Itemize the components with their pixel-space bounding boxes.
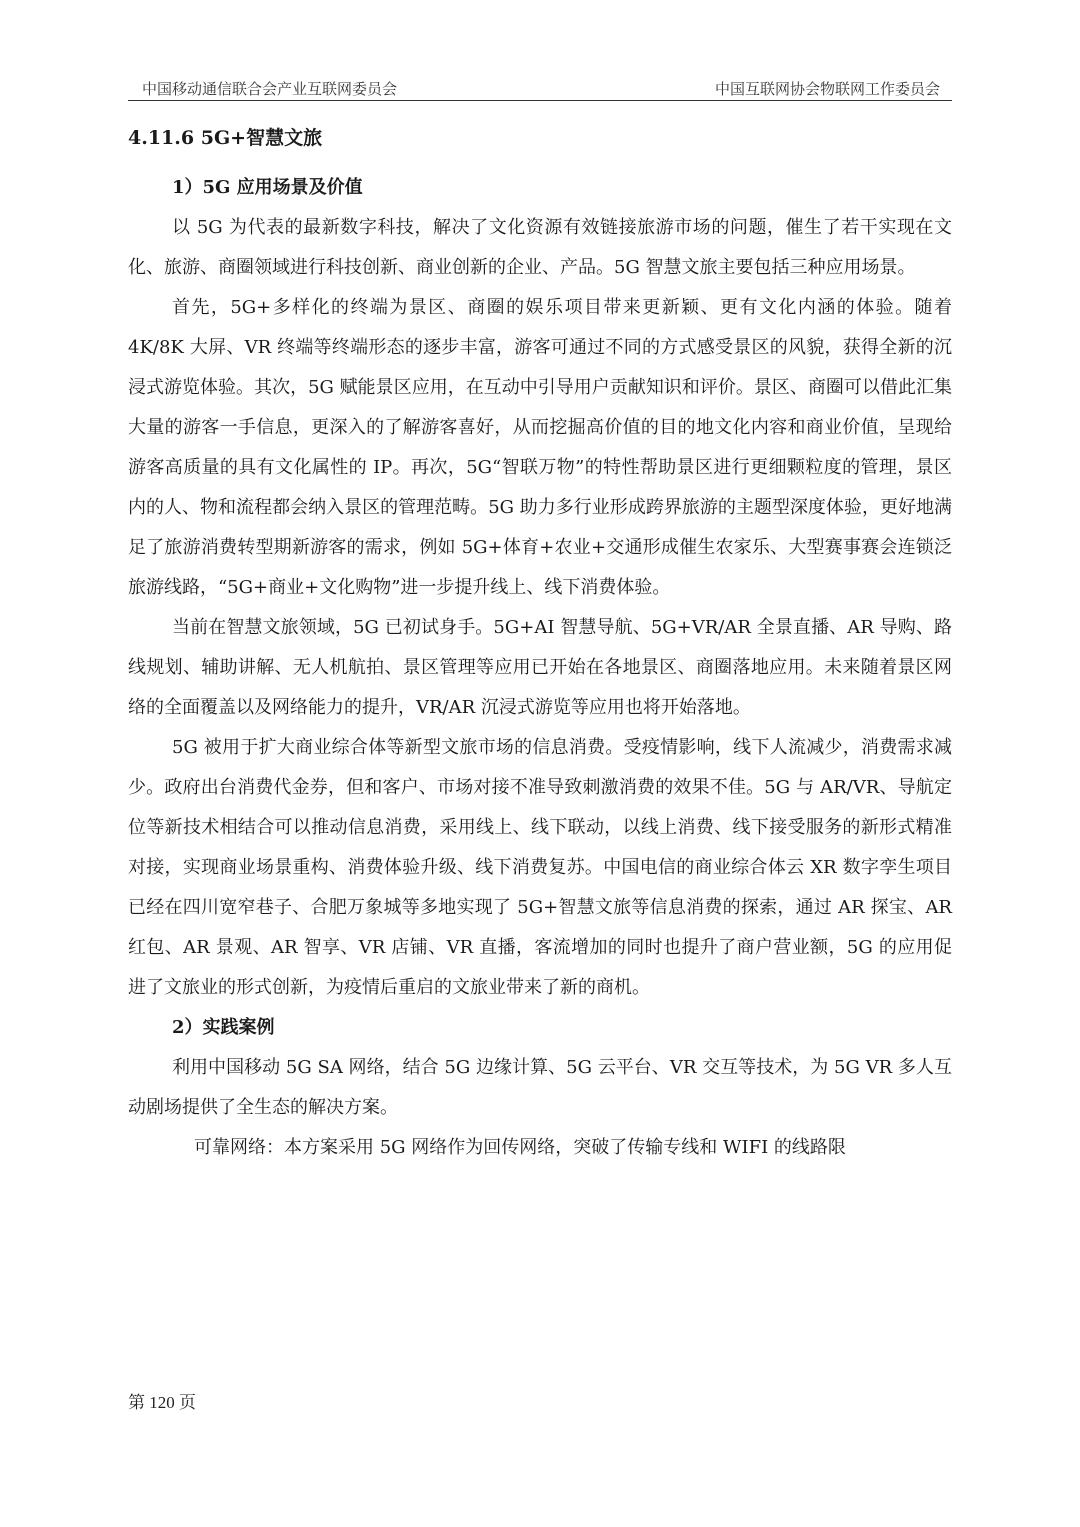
page-number: 第 120 页 bbox=[128, 1393, 196, 1412]
paragraph: 5G 被用于扩大商业综合体等新型文旅市场的信息消费。受疫情影响，线下人流减少，消费需求减少。政府出台消费代金券，但和客户、市场对接不准导致刺激消费的效果不佳。5G 与 AR/VR、导航定位等新技术相结合可以推动信息消费，采用线上、线下联动，以线上消费、线下接受服务的新形式精准对接，实现商业场景重构、消费体验升级、线下消费复苏。中国电信的商业综合体云 XR 数字孪生项目已经在四川宽窄巷子、合肥万象城等多地实现了 5G+智慧文旅等信息消费的探索，通过 AR 探宝、AR 红包、AR 景观、AR 智享、VR 店铺、VR 直播，客流增加的同时也提升了商户营业额，5G 的应用促进了文旅业的形式创新，为疫情后重启的文旅业带来了新的商机。 bbox=[128, 737, 952, 998]
paragraph: 以 5G 为代表的最新数字科技，解决了文化资源有效链接旅游市场的问题，催生了若干实现在文化、旅游、商圈领域进行科技创新、商业创新的企业、产品。5G 智慧文旅主要包括三种应用场景。 bbox=[128, 217, 952, 278]
paragraph: 利用中国移动 5G SA 网络，结合 5G 边缘计算、5G 云平台、VR 交互等技术，为 5G VR 多人互动剧场提供了全生态的解决方案。 bbox=[128, 1057, 952, 1118]
header-left-org: 中国移动通信联合会产业互联网委员会 bbox=[142, 82, 398, 98]
section-title: 4.11.6 5G+智慧文旅 bbox=[128, 127, 323, 149]
page-header bbox=[128, 76, 952, 101]
header-right-org: 中国互联网协会物联网工作委员会 bbox=[714, 82, 940, 98]
subsection-title-cases: 2）实践案例 bbox=[172, 1017, 275, 1038]
paragraph: 当前在智慧文旅领域，5G 已初试身手。5G+AI 智慧导航、5G+VR/AR 全景直播、AR 导购、路线规划、辅助讲解、无人机航拍、景区管理等应用已开始在各地景区、商圈落地应用。未来随着景区网络的全面覆盖以及网络能力的提升，VR/AR 沉浸式游览等应用也将开始落地。 bbox=[128, 617, 952, 718]
subsection-title-scenarios: 1）5G 应用场景及价值 bbox=[172, 177, 363, 198]
page-content bbox=[128, 118, 952, 1168]
paragraph: 可靠网络：本方案采用 5G 网络作为回传网络，突破了传输专线和 WIFI 的线路限 bbox=[194, 1137, 846, 1158]
paragraph: 首先，5G+多样化的终端为景区、商圈的娱乐项目带来更新颖、更有文化内涵的体验。随着 4K/8K 大屏、VR 终端等终端形态的逐步丰富，游客可通过不同的方式感受景区的风貌，获得全新的沉浸式游览体验。其次，5G 赋能景区应用，在互动中引导用户贡献知识和评价。景区、商圈可以借此汇集大量的游客一手信息，更深入的了解游客喜好，从而挖掘高价值的目的地文化内容和商业价值，呈现给游客高质量的具有文化属性的 IP。再次，5G“智联万物”的特性帮助景区进行更细颗粒度的管理，景区内的人、物和流程都会纳入景区的管理范畴。5G 助力多行业形成跨界旅游的主题型深度体验，更好地满足了旅游消费转型期新游客的需求，例如 5G+体育+农业+交通形成催生农家乐、大型赛事赛会连锁泛旅游线路，“5G+商业+文化购物”进一步提升线上、线下消费体验。 bbox=[128, 297, 952, 598]
